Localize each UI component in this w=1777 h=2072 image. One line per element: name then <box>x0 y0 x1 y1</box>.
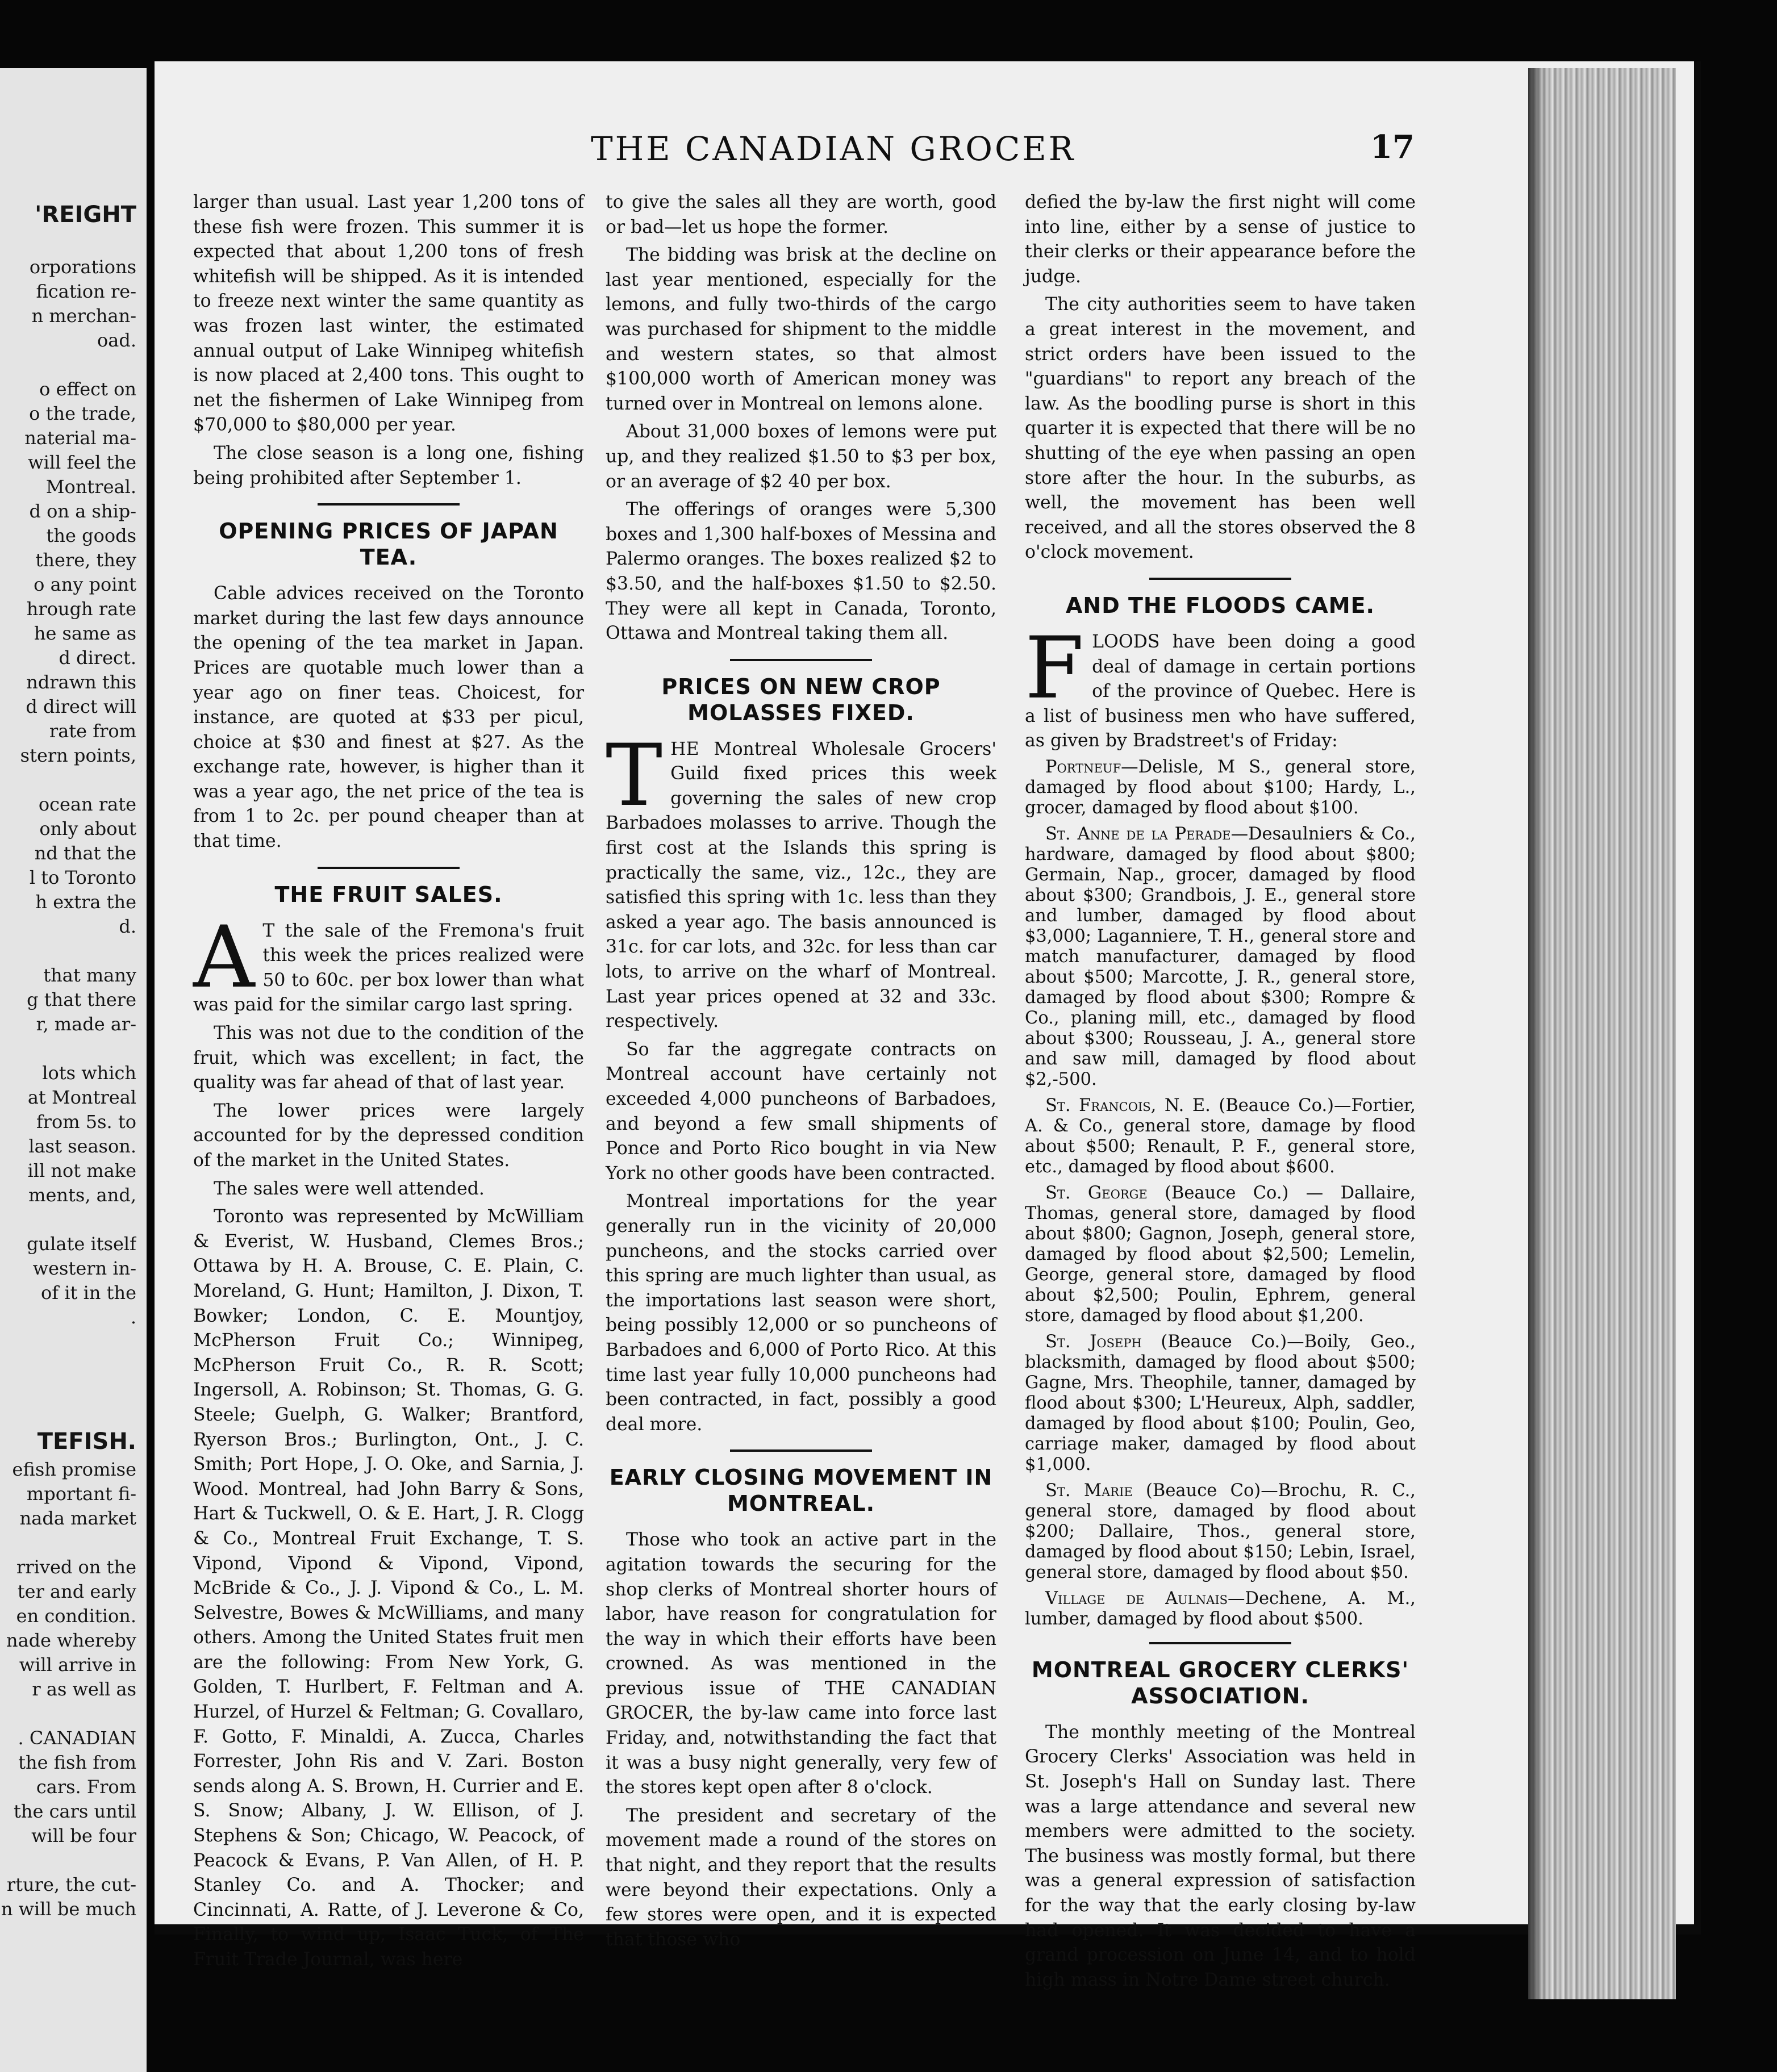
japan-tea-headline: OPENING PRICES OF JAPAN TEA. <box>219 519 558 570</box>
page-header <box>193 125 1420 170</box>
section-divider <box>730 1449 872 1452</box>
facing-page-line: r, made ar- <box>36 1013 136 1035</box>
facing-page-line: ocean rate <box>38 793 136 815</box>
facing-page-line: rrived on the <box>16 1556 136 1578</box>
column-3 <box>1025 190 1416 1996</box>
column-1 <box>193 190 584 1976</box>
facing-page-line: . CANADIAN <box>18 1727 136 1749</box>
facing-page-line: h extra the <box>35 891 136 913</box>
floods-headline: AND THE FLOODS CAME. <box>1066 592 1375 618</box>
molasses-headline: PRICES ON NEW CROP MOLASSES FIXED. <box>661 674 941 725</box>
flood-entry-village-de-aulnais: Village de Aulnais—Dechene, A. M., lumber, damaged by flood about $500. <box>1025 1588 1416 1629</box>
facing-page-line: rture, the cut- <box>6 1874 136 1895</box>
facing-page-text-top <box>0 199 136 1330</box>
column-2 <box>606 190 996 1956</box>
facing-page-line: ill not make <box>27 1160 136 1181</box>
facing-page-line <box>0 1531 136 1555</box>
flood-entry-st-george: St. George (Beauce Co.) — Dallaire, Thomas, general store, damaged by flood about $800; Gagnon, Joseph, general store, damaged by flood about $2,500; Lemelin, George, general store, damaged by flood about $2,500; Poulin, Ephrem, general store, damaged by flood about $1,200. <box>1025 1183 1416 1326</box>
facing-page-line: gulate itself <box>27 1233 136 1255</box>
facing-page-line: r as well as <box>32 1678 136 1700</box>
facing-page-line: efish promise <box>12 1459 136 1480</box>
facing-page-line: ments, and, <box>28 1184 136 1206</box>
page-number: 17 <box>1370 128 1415 166</box>
facing-page-line: the fish from <box>18 1752 136 1773</box>
facing-page-line: cars. From <box>36 1776 136 1798</box>
facing-page-line <box>0 1208 136 1232</box>
floods-lead: FLOODS have been doing a good deal of damage in certain portions of the province of Quebec. Here is a list of business men who have suffered, as given by Bradstreet's of Friday: <box>1025 619 1416 751</box>
sales-continued-paragraph: to give the sales all they are worth, good or bad—let us hope the former. <box>606 192 996 237</box>
facing-page-line <box>0 939 136 963</box>
facing-page-line: western in- <box>32 1258 136 1279</box>
facing-page-line: en condition. <box>16 1605 136 1627</box>
facing-page-line <box>0 353 136 377</box>
facing-page-line: will feel the <box>28 452 136 473</box>
facing-page-line: ter and early <box>17 1581 136 1602</box>
molasses-imports-paragraph: Montreal importations for the year generally run in the vicinity of 20,000 puncheons, and the stocks carried over this spring are much lighter than usual, as the importations last season were short, being possibly 12,000 or so puncheons of Barbadoes and 6,000 of Porto Rico. At this time last year fully 10,000 puncheons had been contracted, in fact, possibly a good deal more. <box>606 1191 996 1435</box>
molasses-lead: THE Montreal Wholesale Grocers' Guild fixed prices this week governing the sales of new crop Barbadoes molasses to arrive. Though the first cost at the Islands this spring is practically the same, viz., 12c., they are satisfied this spring with 1c. less than they asked a year ago. The basis announced is 31c. for car lots, and 32c. for less than car lots, to arrive on the wharf of Montreal. Last year prices opened at 32 and 33c. respectively. <box>606 726 996 1032</box>
facing-page-line <box>0 231 136 255</box>
facing-page-line: hrough rate <box>26 598 136 620</box>
facing-page-line: n merchan- <box>31 305 136 327</box>
flood-entry-st-marie: St. Marie (Beauce Co)—Brochu, R. C., general store, damaged by flood about $200; Dallaire, Thos., general store, damaged by flood about $150; Lebin, Israel, general store, damaged by flood about $50. <box>1025 1480 1416 1582</box>
facing-page-line <box>0 1037 136 1061</box>
section-divider <box>1149 1642 1291 1644</box>
japan-tea-paragraph: Cable advices received on the Toronto market during the last few days announce the opening of the tea market in Japan. Prices are quotable much lower than a year ago on finer teas. Choicest, for instance, are quoted at $33 per picul, choice at $30 and finest at $27. As the exchange rate, however, is higher than it was a year ago, the net price of the tea is from 1 to 2c. per pound cheaper than at that time. <box>193 583 584 852</box>
facing-page-text-bottom <box>0 1426 136 1921</box>
facing-page-line: rate from <box>49 720 136 742</box>
publication-title: THE CANADIAN GROCER <box>591 130 1076 168</box>
flood-entry-st-anne: St. Anne de la Perade—Desaulniers & Co., hardware, damaged by flood about $800; Germain, Nap., grocer, damaged by flood about $300; Grandbois, J. E., general store and lumber, damaged by flood about $3,000; Laganniere, T. H., general store and match manufacturer, damaged by flood about $500; Marcotte, J. R., general store, damaged by flood about $300; Rompre & Co., planing mill, etc., damaged by flood about $300; Rousseau, J. A., general store and saw mill, damaged by flood about $2,-500. <box>1025 824 1416 1089</box>
facing-page-line: at Montreal <box>27 1087 136 1108</box>
facing-page-line: d. <box>119 916 136 937</box>
facing-page-edge <box>0 68 147 2072</box>
early-closing-headline: EARLY CLOSING MOVEMENT IN MONTREAL. <box>609 1465 993 1517</box>
facing-page-line: nada market <box>19 1507 136 1529</box>
facing-page-line: lots which <box>42 1062 136 1084</box>
facing-page-headline: TEFISH. <box>37 1428 136 1455</box>
facing-page-line <box>0 1702 136 1726</box>
early-closing-paragraph: Those who took an active part in the agitation towards the securing for the shop clerks of Montreal shorter hours of labor, have reason for congratulation for the way in which their efforts have been crowned. As was mentioned in the previous issue of THE CANADIAN GROCER, the by-law came into force last Friday, and, notwithstanding the fact that it was a busy night generally, very few of the stores kept open after 8 o'clock. <box>606 1530 996 1798</box>
facing-page-line <box>0 768 136 792</box>
facing-page-line: oad. <box>97 329 136 351</box>
facing-page-line: ndrawn this <box>26 671 136 693</box>
clerks-association-paragraph: The monthly meeting of the Montreal Grocery Clerks' Association was held in St. Joseph's Hall on Sunday last. There was a large attendance and several new members were admitted to the society. The business was mostly formal, but there was a general expression of satisfaction for the way that the early closing by-law had opened. It was decided to have a grand procession on June 14, and to hold high mass in Notre Dame street church. <box>1025 1722 1416 1990</box>
facing-page-line: nd that the <box>34 842 136 864</box>
whitefish-paragraph: larger than usual. Last year 1,200 tons of these fish were frozen. This summer it is expected that about 1,200 tons of fresh whitefish will be shipped. As it is intended to freeze next winter the same quantity as was frozen last winter, the estimated annual output of Lake Winnipeg whitefish is now placed at 2,400 tons. This ought to net the fishermen of Lake Winnipeg from $70,000 to $80,000 per year. <box>193 192 584 436</box>
flood-entry-st-francois: St. Francois, N. E. (Beauce Co.)—Fortier, A. & Co., general store, damage by flood about $500; Renault, P. F., general store, etc., damaged by flood about $600. <box>1025 1095 1416 1177</box>
facing-page-line: the goods <box>46 525 136 546</box>
section-divider <box>730 659 872 661</box>
lemons-paragraph: About 31,000 boxes of lemons were put up, and they realized $1.50 to $3 per box, or an average of $2 40 per box. <box>606 421 996 492</box>
facing-page-line: naterial ma- <box>24 427 136 449</box>
facing-page-line: he same as <box>34 623 136 644</box>
fruit-market-paragraph: The lower prices were largely accounted for by the depressed condition of the market in the United States. <box>193 1100 584 1171</box>
facing-page-line: will arrive in <box>19 1654 136 1676</box>
city-authorities-paragraph: The city authorities seem to have taken a great interest in the movement, and strict orders have been issued to the "guardians" to report any breach of the law. As the boodling purse is short in this quarter it is expected that there will be no shutting of the eye when passing an open store after the hour. In the suburbs, as well, the movement has been well received, and all the stores observed the 8 o'clock movement. <box>1025 294 1416 563</box>
drop-cap: T <box>606 726 663 825</box>
facing-page-line: g that there <box>27 989 136 1010</box>
facing-page-line: that many <box>43 964 136 986</box>
facing-page-line: fication re- <box>36 281 136 302</box>
fore-edge-shadow <box>1528 68 1545 1999</box>
flood-entry-portneuf: Portneuf—Delisle, M S., general store, damaged by flood about $100; Hardy, L., grocer, damaged by flood about $100. <box>1025 757 1416 818</box>
facing-page-line: last season. <box>28 1135 136 1157</box>
facing-page-line: o the trade, <box>29 403 136 424</box>
close-season-paragraph: The close season is a long one, fishing being prohibited after September 1. <box>193 442 584 488</box>
bylaw-continued-paragraph: defied the by-law the first night will come into line, either by a sense of justice to their clerks or their appearance before the judge. <box>1025 192 1416 287</box>
fruit-quality-paragraph: This was not due to the condition of the fruit, which was excellent; in fact, the quality was far ahead of that of last year. <box>193 1023 584 1093</box>
facing-page-line: o effect on <box>39 378 136 400</box>
facing-page-headline: 'REIGHT <box>35 202 136 228</box>
section-divider <box>318 867 460 869</box>
facing-page-line: d on a ship- <box>29 500 136 522</box>
facing-page-line: . <box>130 1306 136 1328</box>
drop-cap: F <box>1025 619 1084 718</box>
oranges-paragraph: The offerings of oranges were 5,300 boxes and 1,300 half-boxes of Messina and Palermo oranges. The boxes realized $2 to $3.50, and the half-boxes $1.50 to $2.50. They were all kept in Canada, Toronto, Ottawa and Montreal taking them all. <box>606 499 996 644</box>
facing-page-line: l to Toronto <box>29 867 136 888</box>
book-fore-edge <box>1528 68 1676 1999</box>
early-closing-results-paragraph: The president and secretary of the movement made a round of the stores on that night, and they report that the results were beyond their expectations. Only a few stores were open, and it is expected that those who <box>606 1805 996 1950</box>
molasses-contracts-paragraph: So far the aggregate contracts on Montreal account have certainly not exceeded 4,000 puncheons of Barbadoes, and beyond a few small shipments of Ponce and Porto Rico bought in via New York no other goods have been contracted. <box>606 1039 996 1184</box>
facing-page-line: only about <box>39 818 136 839</box>
fruit-buyers-paragraph: Toronto was represented by McWilliam & Everist, W. Husband, Clemes Bros.; Ottawa by H. A. Brouse, C. E. Plain, C. Moreland, G. Hunt; Hamilton, J. Dixon, T. Bowker; London, C. E. Mountjoy, McPherson Fruit Co.; Winnipeg, McPherson Fruit Co., R. R. Scott; Ingersoll, A. Robinson; St. Thomas, G. G. Steele; Guelph, G. Walker; Brantford, Ryerson Bros.; Burlington, Ont., J. C. Smith; Port Hope, J. O. Oke, and Sarnia, J. Wood. Montreal, had John Barry & Sons, Hart & Tuckwell, O. & E. Hart, J. R. Clogg & Co., Montreal Fruit Exchange, T. S. Vipond, Vipond & Vipond, Vipond, McBride & Co., J. J. Vipond & Co., L. M. Selvestre, Bowes & McWilliams, and many others. Among the United States fruit men are the following: From New York, G. Golden, T. Hurlbert, F. Feltman and A. Hurzel, of Hurzel & Feltman; G. Covallaro, F. Gotto, F. Minaldi, A. Zucca, Charles Forrester, John Ris and V. Zari. Boston sends along A. S. Brown, H. Currier and E. S. Snow; Albany, J. W. Ellison, of J. Stephens & Son; Chicago, W. Peacock, of Peacock & Evans, P. Van Allen, of H. P. Stanley Co. and A. Thocker; and Cincinnati, A. Ratte, of J. Leverone & Co, Finally, to wind up, Isaac Tuck, of The Fruit Trade Journal, was here <box>193 1206 584 1970</box>
facing-page-line: n will be much <box>1 1898 136 1920</box>
facing-page-line: d direct will <box>26 696 136 717</box>
facing-page-line: nade whereby <box>6 1630 136 1651</box>
facing-page-line: stern points, <box>20 745 136 766</box>
facing-page-line <box>0 1848 136 1873</box>
facing-page-line: d direct. <box>59 647 136 669</box>
facing-page-line: will be four <box>31 1825 136 1847</box>
fruit-sales-lead: A T the sale of the Fremona's fruit this week the prices realized were 50 to 60c. per box lower than what was paid for the similar cargo last spring. <box>193 908 584 1016</box>
facing-page-line: orporations <box>29 256 136 278</box>
facing-page-line: o any point <box>34 574 136 595</box>
drop-cap: A <box>193 908 255 1007</box>
flood-entry-st-joseph: St. Joseph (Beauce Co.)—Boily, Geo., blacksmith, damaged by flood about $500; Gagne, Mrs. Theophile, tanner, damaged by flood about $300; L'Heureux, Alph, saddler, damaged by flood about $100; Poulin, Geo, carriage maker, damaged by flood about $1,000. <box>1025 1331 1416 1474</box>
facing-page-line: there, they <box>35 549 136 571</box>
facing-page-line: the cars until <box>13 1801 136 1822</box>
bidding-paragraph: The bidding was brisk at the decline on last year mentioned, especially for the lemons, and fully two-thirds of the cargo was purchased for shipment to the middle and western states, so that almost $100,000 worth of American money was turned over in Montreal on lemons alone. <box>606 245 996 414</box>
clerks-association-headline: MONTREAL GROCERY CLERKS' ASSOCIATION. <box>1031 1657 1409 1708</box>
facing-page-line: mportant fi- <box>26 1483 136 1505</box>
facing-page-line: of it in the <box>41 1282 136 1304</box>
section-divider <box>318 503 460 506</box>
section-divider <box>1149 578 1291 580</box>
fruit-attendance-paragraph: The sales were well attended. <box>214 1178 485 1199</box>
facing-page-line: Montreal. <box>45 476 136 498</box>
fruit-sales-headline: THE FRUIT SALES. <box>274 882 503 907</box>
facing-page-line: from 5s. to <box>36 1111 136 1133</box>
